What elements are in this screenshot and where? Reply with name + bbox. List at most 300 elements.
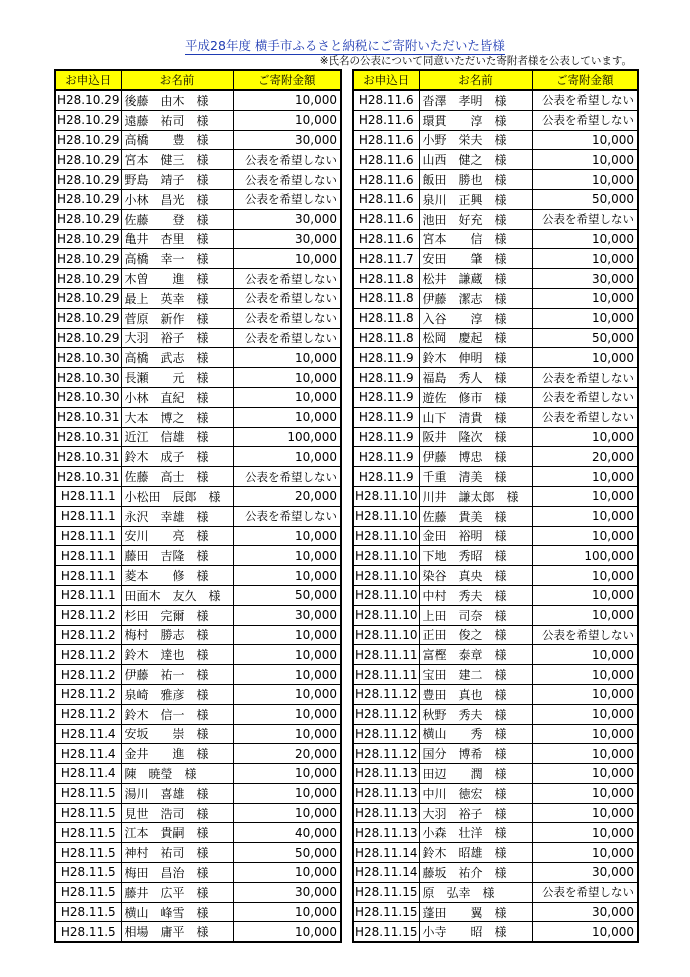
cell-name: 下地 秀昭 様	[419, 546, 532, 566]
cell-date: H28.10.29	[55, 229, 121, 249]
cell-name: 藤田 吉隆 様	[121, 546, 233, 566]
cell-name: 宮本 信 様	[419, 229, 532, 249]
cell-amount: 10,000	[233, 783, 341, 803]
cell-amount: 100,000	[532, 546, 638, 566]
cell-name: 後藤 由木 様	[121, 90, 233, 110]
cell-date: H28.11.8	[353, 269, 419, 289]
cell-amount: 10,000	[233, 665, 341, 685]
cell-name: 藤坂 祐介 様	[419, 863, 532, 883]
table-row	[353, 665, 638, 685]
cell-name: 中川 徳宏 様	[419, 783, 532, 803]
cell-date: H28.10.31	[55, 407, 121, 427]
cell-date: H28.11.5	[55, 922, 121, 942]
table-row	[353, 189, 638, 209]
cell-amount: 公表を希望しない	[233, 328, 341, 348]
table-row	[353, 269, 638, 289]
cell-amount: 公表を希望しない	[233, 506, 341, 526]
cell-name: 宝田 建二 様	[419, 665, 532, 685]
cell-amount: 30,000	[532, 269, 638, 289]
donor-table-left	[54, 69, 342, 943]
donor-table-right	[352, 69, 639, 943]
cell-name: 泉崎 雅彦 様	[121, 684, 233, 704]
cell-date: H28.11.8	[353, 328, 419, 348]
cell-amount: 10,000	[532, 308, 638, 328]
table-row	[55, 170, 341, 190]
cell-amount: 10,000	[532, 684, 638, 704]
cell-amount: 20,000	[532, 447, 638, 467]
cell-name: 見世 浩司 様	[121, 803, 233, 823]
cell-name: 鈴木 成子 様	[121, 447, 233, 467]
cell-date: H28.11.9	[353, 368, 419, 388]
table-row	[55, 526, 341, 546]
cell-name: 金田 裕明 様	[419, 526, 532, 546]
cell-date: H28.11.12	[353, 744, 419, 764]
table-row	[353, 467, 638, 487]
cell-name: 鈴木 達也 様	[121, 645, 233, 665]
table-row	[55, 348, 341, 368]
cell-amount: 10,000	[532, 467, 638, 487]
cell-amount: 10,000	[532, 130, 638, 150]
cell-date: H28.11.10	[353, 605, 419, 625]
cell-amount: 10,000	[532, 803, 638, 823]
table-row	[55, 684, 341, 704]
cell-name: 正田 俊之 様	[419, 625, 532, 645]
cell-amount: 10,000	[532, 229, 638, 249]
cell-name: 菱本 修 様	[121, 566, 233, 586]
cell-name: 佐藤 貴美 様	[419, 506, 532, 526]
cell-date: H28.11.2	[55, 645, 121, 665]
cell-date: H28.11.5	[55, 783, 121, 803]
table-row	[55, 566, 341, 586]
cell-date: H28.11.6	[353, 170, 419, 190]
cell-name: 千重 清美 様	[419, 467, 532, 487]
header-name: お名前	[419, 70, 532, 90]
cell-amount: 10,000	[532, 922, 638, 942]
table-row	[353, 427, 638, 447]
cell-date: H28.10.31	[55, 467, 121, 487]
cell-name: 国分 博希 様	[419, 744, 532, 764]
cell-date: H28.11.6	[353, 229, 419, 249]
cell-date: H28.10.29	[55, 308, 121, 328]
cell-amount: 10,000	[233, 724, 341, 744]
cell-date: H28.11.10	[353, 566, 419, 586]
table-row	[55, 288, 341, 308]
table-row	[353, 288, 638, 308]
cell-amount: 10,000	[532, 150, 638, 170]
cell-amount: 30,000	[532, 863, 638, 883]
cell-date: H28.11.10	[353, 585, 419, 605]
donor-table-left-body	[55, 90, 341, 942]
cell-name: 泉川 正興 様	[419, 189, 532, 209]
cell-amount: 10,000	[532, 605, 638, 625]
table-row	[55, 110, 341, 130]
table-row	[55, 130, 341, 150]
cell-date: H28.10.29	[55, 269, 121, 289]
cell-name: 菅原 新作 様	[121, 308, 233, 328]
table-row	[353, 328, 638, 348]
cell-amount: 10,000	[532, 566, 638, 586]
header-amount: ご寄附金額	[233, 70, 341, 90]
cell-amount: 30,000	[233, 882, 341, 902]
table-row	[55, 605, 341, 625]
cell-name: 中村 秀夫 様	[419, 585, 532, 605]
cell-amount: 30,000	[532, 902, 638, 922]
cell-amount: 10,000	[233, 625, 341, 645]
cell-amount: 10,000	[532, 823, 638, 843]
table-row	[353, 387, 638, 407]
table-row	[353, 585, 638, 605]
table-row	[353, 486, 638, 506]
cell-name: 田辺 潤 様	[419, 764, 532, 784]
cell-name: 鈴木 信一 様	[121, 704, 233, 724]
cell-amount: 公表を希望しない	[233, 170, 341, 190]
cell-name: 環貫 淳 様	[419, 110, 532, 130]
cell-name: 相場 庸平 様	[121, 922, 233, 942]
table-row	[55, 328, 341, 348]
cell-name: 神村 祐司 様	[121, 843, 233, 863]
table-row	[353, 447, 638, 467]
cell-amount: 50,000	[233, 843, 341, 863]
cell-name: 永沢 幸雄 様	[121, 506, 233, 526]
cell-name: 秋野 秀夫 様	[419, 704, 532, 724]
cell-date: H28.11.9	[353, 348, 419, 368]
table-row	[55, 645, 341, 665]
cell-name: 野島 靖子 様	[121, 170, 233, 190]
cell-date: H28.11.5	[55, 803, 121, 823]
cell-name: 沓澤 孝明 様	[419, 90, 532, 110]
cell-amount: 10,000	[532, 526, 638, 546]
cell-name: 遠藤 祐司 様	[121, 110, 233, 130]
page-title-text: 平成28年度 横手市ふるさと納税にご寄附いただいた皆様	[185, 38, 505, 53]
cell-amount: 10,000	[532, 427, 638, 447]
cell-name: 山下 清貴 様	[419, 407, 532, 427]
cell-name: 陳 暁瑩 様	[121, 764, 233, 784]
cell-amount: 10,000	[233, 764, 341, 784]
table-row	[353, 684, 638, 704]
cell-date: H28.11.14	[353, 863, 419, 883]
cell-date: H28.11.10	[353, 486, 419, 506]
cell-amount: 公表を希望しない	[233, 189, 341, 209]
table-row	[353, 506, 638, 526]
cell-date: H28.11.6	[353, 110, 419, 130]
cell-amount: 50,000	[233, 585, 341, 605]
cell-name: 小森 壮洋 様	[419, 823, 532, 843]
cell-date: H28.11.1	[55, 546, 121, 566]
table-row	[55, 744, 341, 764]
cell-name: 鈴木 伸明 様	[419, 348, 532, 368]
cell-name: 湯川 喜雄 様	[121, 783, 233, 803]
table-row	[353, 368, 638, 388]
table-row	[353, 843, 638, 863]
cell-name: 杉田 完爾 様	[121, 605, 233, 625]
cell-amount: 10,000	[532, 843, 638, 863]
cell-name: 上田 司奈 様	[419, 605, 532, 625]
cell-name: 木曽 進 様	[121, 269, 233, 289]
cell-amount: 30,000	[233, 209, 341, 229]
cell-date: H28.11.1	[55, 585, 121, 605]
cell-date: H28.10.29	[55, 209, 121, 229]
cell-date: H28.10.29	[55, 288, 121, 308]
cell-name: 豊田 真也 様	[419, 684, 532, 704]
cell-amount: 50,000	[532, 328, 638, 348]
table-row	[55, 823, 341, 843]
cell-name: 長瀬 元 様	[121, 368, 233, 388]
table-row	[353, 724, 638, 744]
cell-date: H28.11.10	[353, 625, 419, 645]
header-date: お申込日	[353, 70, 419, 90]
cell-name: 伊藤 祐一 様	[121, 665, 233, 685]
cell-date: H28.11.14	[353, 843, 419, 863]
table-row	[55, 764, 341, 784]
cell-date: H28.11.4	[55, 764, 121, 784]
table-row	[55, 863, 341, 883]
table-row	[55, 486, 341, 506]
page-title	[0, 36, 690, 54]
cell-name: 原 弘幸 様	[419, 882, 532, 902]
cell-amount: 30,000	[233, 605, 341, 625]
cell-name: 飯田 勝也 様	[419, 170, 532, 190]
cell-date: H28.11.10	[353, 506, 419, 526]
table-row	[55, 882, 341, 902]
table-row	[353, 348, 638, 368]
table-row	[55, 368, 341, 388]
cell-amount: 30,000	[233, 130, 341, 150]
cell-date: H28.11.6	[353, 150, 419, 170]
table-row	[353, 863, 638, 883]
cell-date: H28.11.4	[55, 744, 121, 764]
cell-name: 山西 健之 様	[419, 150, 532, 170]
header-amount: ご寄附金額	[532, 70, 638, 90]
table-row	[55, 724, 341, 744]
cell-amount: 公表を希望しない	[233, 308, 341, 328]
cell-amount: 10,000	[233, 684, 341, 704]
cell-date: H28.11.1	[55, 526, 121, 546]
cell-name: 小寺 昭 様	[419, 922, 532, 942]
table-row	[353, 229, 638, 249]
table-row	[55, 249, 341, 269]
cell-amount: 公表を希望しない	[532, 625, 638, 645]
cell-name: 池田 好充 様	[419, 209, 532, 229]
table-row	[353, 645, 638, 665]
cell-date: H28.11.15	[353, 882, 419, 902]
table-row	[353, 744, 638, 764]
cell-date: H28.10.29	[55, 328, 121, 348]
cell-amount: 10,000	[233, 348, 341, 368]
cell-date: H28.11.12	[353, 684, 419, 704]
cell-amount: 20,000	[233, 744, 341, 764]
cell-name: 大本 博之 様	[121, 407, 233, 427]
table-row	[55, 387, 341, 407]
cell-date: H28.10.31	[55, 447, 121, 467]
cell-amount: 40,000	[233, 823, 341, 843]
cell-name: 藤井 広平 様	[121, 882, 233, 902]
cell-amount: 10,000	[532, 585, 638, 605]
cell-amount: 10,000	[233, 90, 341, 110]
cell-amount: 10,000	[532, 348, 638, 368]
cell-amount: 公表を希望しない	[233, 467, 341, 487]
cell-date: H28.11.2	[55, 684, 121, 704]
table-row	[55, 467, 341, 487]
table-row	[353, 249, 638, 269]
table-row	[55, 783, 341, 803]
cell-name: 佐藤 登 様	[121, 209, 233, 229]
cell-date: H28.11.5	[55, 902, 121, 922]
cell-amount: 公表を希望しない	[233, 269, 341, 289]
cell-amount: 公表を希望しない	[233, 288, 341, 308]
cell-date: H28.11.2	[55, 665, 121, 685]
cell-name: 大羽 裕子 様	[419, 803, 532, 823]
cell-amount: 10,000	[532, 249, 638, 269]
cell-amount: 10,000	[532, 170, 638, 190]
cell-date: H28.10.29	[55, 189, 121, 209]
cell-name: 田面木 友久 様	[121, 585, 233, 605]
cell-name: 安坂 崇 様	[121, 724, 233, 744]
cell-name: 安田 肇 様	[419, 249, 532, 269]
cell-amount: 20,000	[233, 486, 341, 506]
cell-date: H28.10.29	[55, 90, 121, 110]
table-row	[353, 704, 638, 724]
cell-amount: 30,000	[233, 229, 341, 249]
cell-date: H28.11.9	[353, 447, 419, 467]
cell-date: H28.11.6	[353, 130, 419, 150]
cell-amount: 公表を希望しない	[532, 882, 638, 902]
cell-amount: 10,000	[233, 447, 341, 467]
table-row	[55, 922, 341, 942]
cell-name: 江本 貴嗣 様	[121, 823, 233, 843]
cell-date: H28.11.5	[55, 882, 121, 902]
cell-date: H28.10.29	[55, 249, 121, 269]
cell-name: 染谷 真央 様	[419, 566, 532, 586]
cell-name: 松岡 慶起 様	[419, 328, 532, 348]
cell-amount: 10,000	[233, 863, 341, 883]
cell-name: 川井 謙太郎 様	[419, 486, 532, 506]
cell-date: H28.11.12	[353, 704, 419, 724]
cell-amount: 公表を希望しない	[532, 407, 638, 427]
cell-amount: 公表を希望しない	[532, 209, 638, 229]
table-row	[55, 843, 341, 863]
cell-name: 松井 謙蔵 様	[419, 269, 532, 289]
cell-name: 伊藤 潔志 様	[419, 288, 532, 308]
cell-date: H28.11.9	[353, 387, 419, 407]
cell-amount: 100,000	[233, 427, 341, 447]
cell-amount: 10,000	[233, 645, 341, 665]
cell-date: H28.10.29	[55, 170, 121, 190]
table-row	[55, 447, 341, 467]
cell-name: 小松田 辰郎 様	[121, 486, 233, 506]
cell-name: 富樫 泰章 様	[419, 645, 532, 665]
cell-date: H28.11.15	[353, 922, 419, 942]
cell-amount: 10,000	[532, 724, 638, 744]
cell-amount: 10,000	[233, 110, 341, 130]
table-header-row	[55, 70, 341, 90]
table-row	[353, 130, 638, 150]
cell-name: 小野 栄夫 様	[419, 130, 532, 150]
cell-date: H28.11.10	[353, 526, 419, 546]
cell-amount: 10,000	[532, 783, 638, 803]
cell-name: 梅村 勝志 様	[121, 625, 233, 645]
cell-amount: 50,000	[532, 189, 638, 209]
cell-name: 遊佐 修市 様	[419, 387, 532, 407]
table-row	[55, 665, 341, 685]
cell-amount: 10,000	[233, 704, 341, 724]
cell-date: H28.11.11	[353, 645, 419, 665]
table-row	[55, 189, 341, 209]
cell-date: H28.11.6	[353, 90, 419, 110]
cell-date: H28.11.13	[353, 783, 419, 803]
table-row	[353, 90, 638, 110]
cell-date: H28.11.5	[55, 823, 121, 843]
cell-date: H28.11.5	[55, 843, 121, 863]
cell-amount: 10,000	[532, 486, 638, 506]
cell-date: H28.10.30	[55, 387, 121, 407]
cell-date: H28.11.15	[353, 902, 419, 922]
cell-amount: 10,000	[532, 764, 638, 784]
table-row	[353, 526, 638, 546]
table-row	[55, 546, 341, 566]
cell-amount: 10,000	[532, 506, 638, 526]
table-header-row	[353, 70, 638, 90]
cell-name: 阪井 隆次 様	[419, 427, 532, 447]
table-row	[55, 209, 341, 229]
cell-amount: 公表を希望しない	[532, 368, 638, 388]
table-row	[353, 308, 638, 328]
table-row	[55, 150, 341, 170]
table-row	[55, 902, 341, 922]
cell-date: H28.11.1	[55, 486, 121, 506]
cell-date: H28.11.2	[55, 704, 121, 724]
cell-date: H28.11.1	[55, 506, 121, 526]
cell-amount: 公表を希望しない	[532, 90, 638, 110]
cell-amount: 10,000	[233, 368, 341, 388]
cell-name: 福島 秀人 様	[419, 368, 532, 388]
cell-name: 高橋 幸一 様	[121, 249, 233, 269]
header-name: お名前	[121, 70, 233, 90]
cell-name: 最上 英幸 様	[121, 288, 233, 308]
table-row	[353, 823, 638, 843]
cell-date: H28.11.11	[353, 665, 419, 685]
cell-amount: 10,000	[233, 803, 341, 823]
header-date: お申込日	[55, 70, 121, 90]
cell-date: H28.11.9	[353, 427, 419, 447]
table-row	[55, 90, 341, 110]
cell-amount: 10,000	[233, 526, 341, 546]
cell-amount: 10,000	[233, 387, 341, 407]
table-row	[353, 546, 638, 566]
table-row	[55, 506, 341, 526]
cell-date: H28.11.5	[55, 863, 121, 883]
cell-date: H28.11.1	[55, 566, 121, 586]
cell-date: H28.11.8	[353, 308, 419, 328]
cell-amount: 公表を希望しない	[532, 110, 638, 130]
cell-amount: 10,000	[233, 922, 341, 942]
cell-date: H28.11.10	[353, 546, 419, 566]
cell-amount: 10,000	[233, 902, 341, 922]
cell-date: H28.10.29	[55, 130, 121, 150]
cell-name: 宮本 健三 様	[121, 150, 233, 170]
table-row	[55, 427, 341, 447]
table-row	[353, 625, 638, 645]
table-row	[55, 585, 341, 605]
table-row	[55, 269, 341, 289]
cell-amount: 公表を希望しない	[233, 150, 341, 170]
cell-name: 大羽 裕子 様	[121, 328, 233, 348]
table-row	[353, 566, 638, 586]
cell-date: H28.11.6	[353, 209, 419, 229]
cell-amount: 10,000	[532, 744, 638, 764]
table-row	[353, 209, 638, 229]
cell-date: H28.11.9	[353, 467, 419, 487]
cell-name: 梅田 昌治 様	[121, 863, 233, 883]
